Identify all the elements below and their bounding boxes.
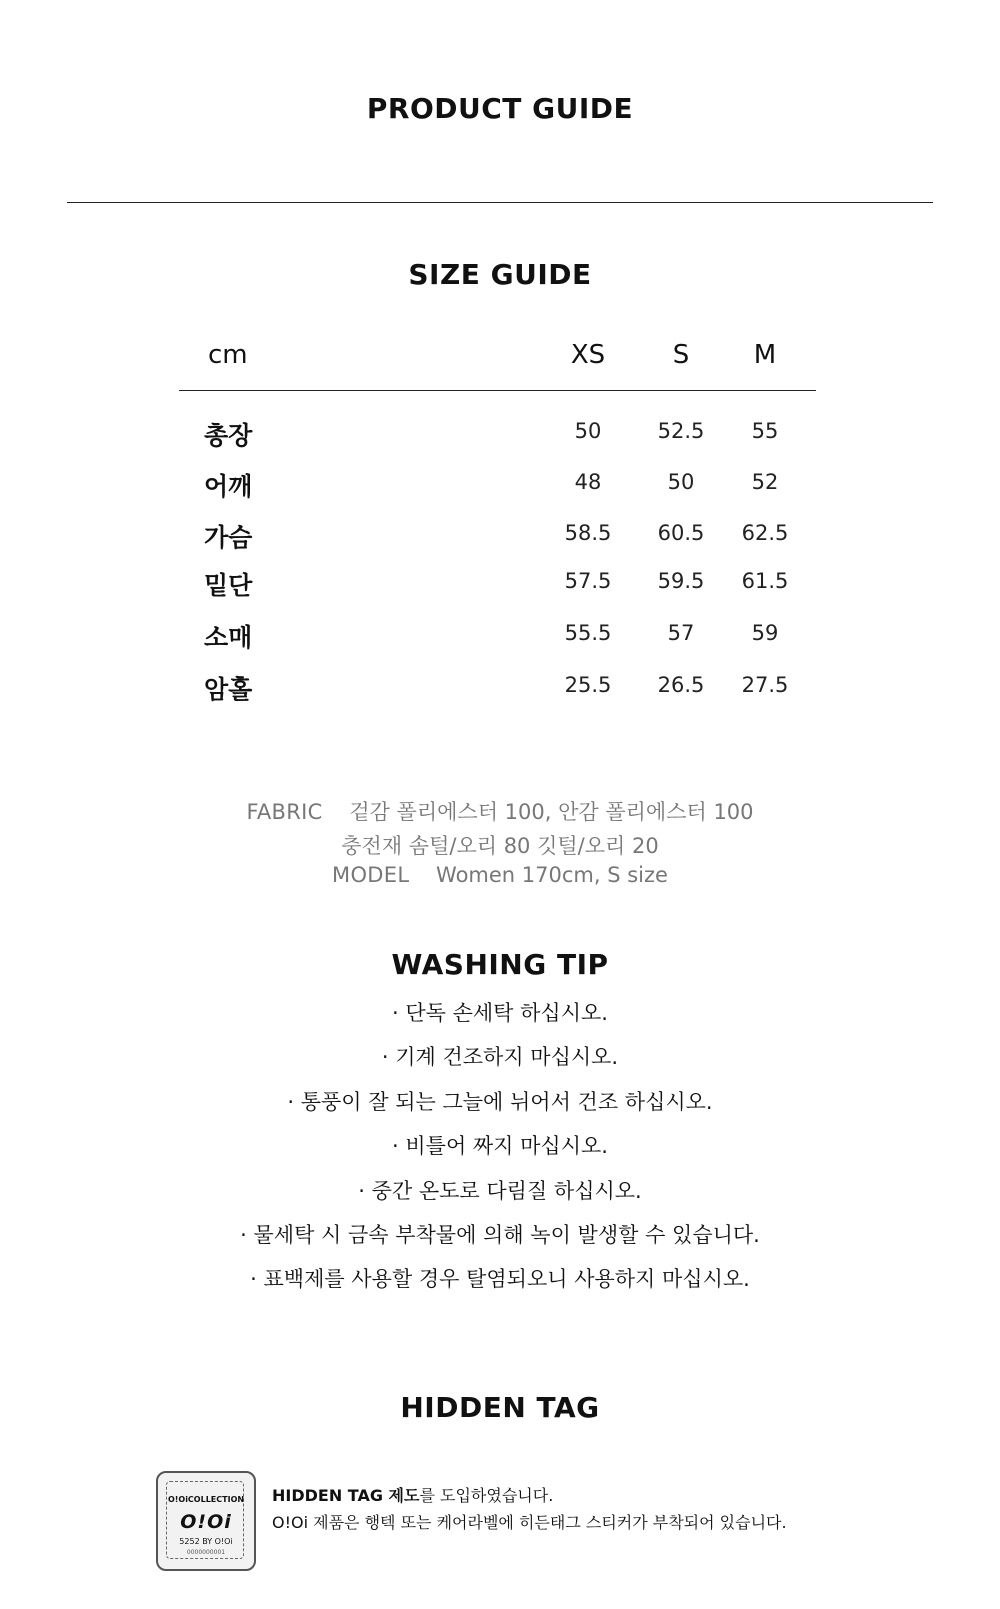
hidden-tag-title: HIDDEN TAG (400, 1391, 600, 1424)
washing-tip-item: · 비틀어 짜지 마십시오. (392, 1134, 608, 1158)
fabric-value: 겉감 폴리에스터 100, 안감 폴리에스터 100 (349, 800, 754, 824)
size-row-label: 어깨 (204, 472, 253, 501)
size-table-rule (179, 390, 816, 391)
size-cell: 25.5 (564, 673, 612, 697)
size-header-m: M (753, 340, 777, 370)
washing-tip-title: WASHING TIP (391, 948, 609, 981)
washing-tip-item: · 중간 온도로 다림질 하십시오. (358, 1179, 642, 1203)
sticker-code-line: 5252 BY O!Oi (179, 1537, 233, 1546)
hidden-tag-line2: O!Oi 제품은 행텍 또는 케어라벨에 히든태그 스티커가 부착되어 있습니다. (272, 1513, 787, 1532)
size-cell: 57.5 (564, 569, 612, 593)
washing-tip-item: · 기계 건조하지 마십시오. (381, 1045, 619, 1069)
sticker-logo: O!Oi (180, 1511, 232, 1533)
washing-tip-item: · 표백제를 사용할 경우 탈염되오니 사용하지 마십시오. (250, 1267, 750, 1291)
model-label: MODEL (332, 863, 410, 887)
size-header-xs: XS (570, 340, 606, 370)
fabric-line (0, 796, 1000, 826)
size-row-label: 총장 (204, 421, 253, 450)
size-cell: 52.5 (657, 419, 705, 443)
size-cell: 55.5 (564, 621, 612, 645)
hidden-tag-line1-rest: 를 도입하였습니다. (419, 1486, 554, 1505)
size-cell: 58.5 (564, 521, 612, 545)
size-cell: 59 (751, 621, 779, 645)
fabric-label: FABRIC (246, 800, 323, 824)
size-cell: 27.5 (741, 673, 789, 697)
size-cell: 55 (751, 419, 779, 443)
filling-line: 충전재 솜털/오리 80 깃털/오리 20 (341, 834, 659, 858)
size-cell: 60.5 (657, 521, 705, 545)
size-guide-title: SIZE GUIDE (408, 258, 592, 291)
product-guide-title: PRODUCT GUIDE (366, 92, 634, 125)
size-row-label: 암홀 (204, 675, 253, 704)
size-cell: 48 (574, 470, 602, 494)
washing-tip-item: · 통풍이 잘 되는 그늘에 뉘어서 건조 하십시오. (287, 1090, 713, 1114)
size-cell: 50 (667, 470, 695, 494)
size-unit-label: cm (208, 340, 248, 370)
washing-tip-item: · 단독 손세탁 하십시오. (392, 1001, 608, 1025)
size-cell: 50 (574, 419, 602, 443)
section-divider (67, 202, 933, 203)
model-line (0, 863, 1000, 887)
sticker-serial: 0000000001 (186, 1549, 226, 1556)
washing-tip-item: · 물세탁 시 금속 부착물에 의해 녹이 발생할 수 있습니다. (240, 1223, 760, 1247)
size-row-label: 가슴 (204, 523, 253, 552)
size-cell: 26.5 (657, 673, 705, 697)
size-cell: 57 (667, 621, 695, 645)
size-header-s: S (672, 340, 690, 370)
hidden-tag-line1-bold: HIDDEN TAG 제도 (272, 1486, 420, 1505)
size-cell: 61.5 (741, 569, 789, 593)
size-cell: 62.5 (741, 521, 789, 545)
size-cell: 59.5 (657, 569, 705, 593)
size-row-label: 밑단 (204, 571, 253, 600)
size-cell: 52 (751, 470, 779, 494)
hidden-tag-line1 (272, 1483, 553, 1506)
size-row-label: 소매 (204, 623, 253, 652)
hidden-tag-sticker (156, 1471, 256, 1571)
sticker-brand-line: O!OiCOLLECTION (167, 1495, 245, 1504)
model-value: Women 170cm, S size (436, 863, 668, 887)
